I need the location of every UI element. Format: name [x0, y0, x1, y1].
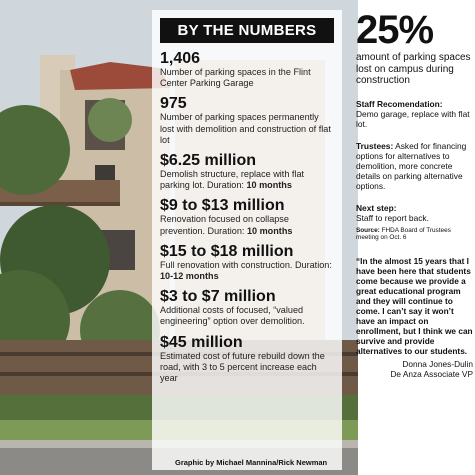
stat-desc: Number of parking spaces in the Flint Center Parking Garage	[160, 67, 311, 89]
stat-full-renovation-cost	[160, 243, 334, 282]
stat-desc: Additional costs of focused, “valued engineering” option over demolition.	[160, 305, 305, 327]
percent-description: amount of parking spaces lost on campus during construction	[356, 52, 471, 86]
summary-column	[356, 10, 473, 379]
by-the-numbers-panel	[152, 10, 342, 470]
stat-spaces-lost	[160, 95, 334, 146]
stat-additional-costs	[160, 288, 334, 327]
panel-header: BY THE NUMBERS	[160, 18, 334, 43]
quote-attribution	[356, 359, 473, 379]
stat-desc: Renovation focused on collapse prevention. Duration: 10 months	[160, 214, 293, 236]
stat-desc: Estimated cost of future rebuild down the road, with 3 to 5 percent increase each year	[160, 350, 325, 384]
stat-desc: Number of parking spaces permanently lost with demolition and construction of flat lot	[160, 112, 331, 145]
next-step-label: Next step:	[356, 202, 397, 213]
stat-demolish-cost	[160, 152, 334, 191]
staff-recommendation	[356, 99, 473, 129]
stat-collapse-prevention-cost	[160, 197, 334, 236]
staff-text: Demo garage, replace with flat lot.	[356, 108, 470, 129]
stat-value: 975	[160, 95, 187, 113]
stat-value: 1,406	[160, 50, 201, 67]
stat-future-rebuild-cost	[160, 334, 334, 385]
big-percent: 25%	[356, 8, 434, 52]
stat-value: $3 to $7 million	[160, 288, 276, 306]
stat-value: $6.25 million	[160, 152, 257, 170]
next-step-text: Staff to report back.	[356, 212, 429, 223]
trustees-text: Asked for financing options for alternatives to demolition, more concrete details on parking alternative options.	[356, 140, 467, 191]
stat-value: $9 to $13 million	[160, 197, 285, 215]
stat-value: $45 million	[160, 333, 243, 351]
stat-desc: Full renovation with construction. Duration: 10-12 months	[160, 259, 332, 282]
staff-label: Staff Recomendation:	[356, 98, 443, 109]
stat-desc: Demolish structure, replace with flat parking lot. Duration: 10 months	[160, 169, 305, 191]
trustees-label: Trustees:	[356, 140, 394, 151]
quote-title: De Anza Associate VP	[390, 368, 473, 379]
quote-name: Donna Jones-Dulin	[402, 358, 473, 369]
trustees-note	[356, 141, 473, 191]
source-note: Source: FHDA Board of Trustees meeting on Oct. 6	[356, 226, 451, 241]
next-step	[356, 203, 473, 242]
stat-parking-spaces-total	[160, 50, 334, 89]
graphic-credit: Graphic by Michael Mannina/Rick Newman	[175, 458, 328, 467]
stat-value: $15 to $18 million	[160, 242, 294, 260]
pull-quote: “In the almost 15 years that I have been here that students come because we provide a great educational program and they will continue to come. I can’t say it won’t have an impact on enrollment, but I think we can survive and provide alternatives to our students.	[356, 255, 473, 356]
